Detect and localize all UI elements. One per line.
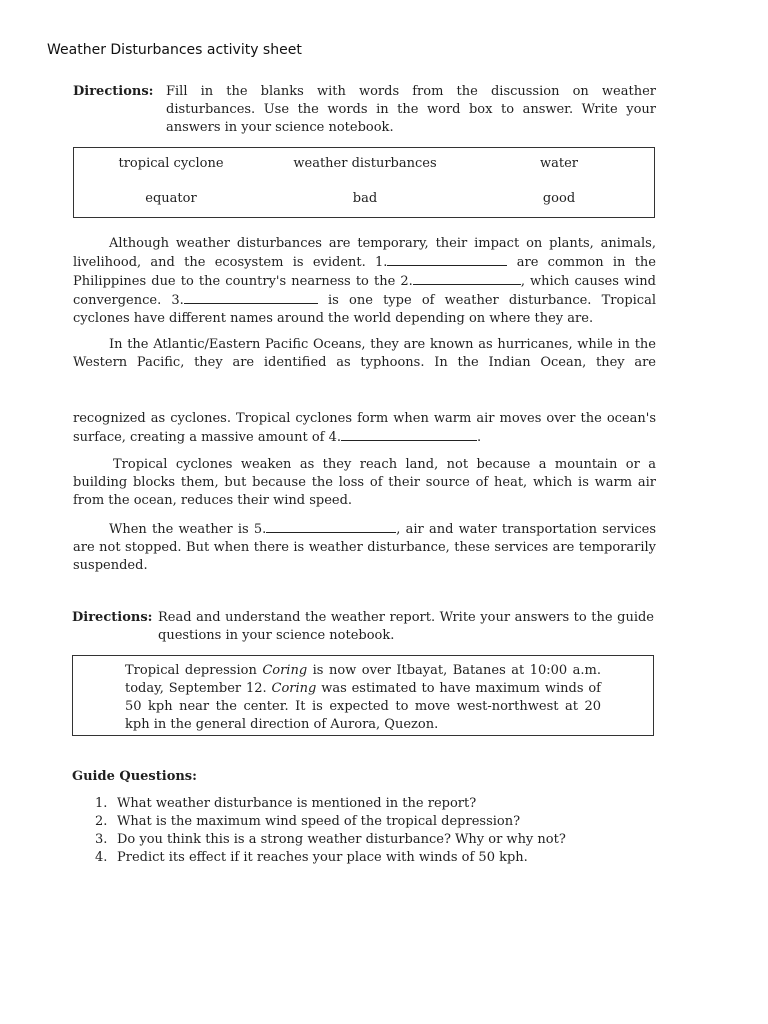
weather-report-text [125,662,601,734]
passage-text: When the weather is 5. [109,522,267,537]
report-text: Tropical depression [125,663,263,678]
passage-paragraph-4: Tropical cyclones weaken as they reach land, not because a mountain or a building blocks them, but because the loss of their source of heat, which is warm air from the ocean, reduces their wind speed. [73,457,656,508]
list-item [95,831,566,849]
question-text: What weather disturbance is mentioned in the report? [117,796,477,811]
answer-blank-4 [341,428,477,441]
document-title: Weather Disturbances activity sheet [47,42,302,58]
passage-text: , which causes wind convergence. 3. [73,274,657,308]
question-text: What is the maximum wind speed of the tropical depression? [117,814,521,829]
report-text: was estimated to have maximum winds of 50 kph near the center. It is expected to move west-northwest at 20 kph in the general direction of Aurora, Quezon. [125,681,601,732]
question-text: Predict its effect if it reaches your place with winds of 50 kph. [117,850,528,865]
storm-name: Coring [262,663,308,678]
directions-text-1: Fill in the blanks with words from the discussion on weather disturbances. Use the words in the word box to answer. Write your answers in your science notebook. [166,84,656,135]
word-box-item: water [539,156,579,171]
word-box-item: good [542,191,576,206]
passage-text: recognized as cyclones. Tropical cyclones form when warm air moves over the ocean's surface, creating a massive amount of 4. [73,411,656,445]
answer-blank-1 [387,253,507,266]
question-number: 4. [95,850,108,865]
passage-text: Although weather disturbances are temporary, their impact on plants, animals, livelihood, and the ecosystem is evident. 1. [73,236,656,270]
word-box-item: equator [145,191,197,206]
directions-label-2: Directions: [72,610,153,625]
weather-report-box [72,655,654,736]
passage-text: are common in the Philippines due to the country's nearness to the 2. [73,255,656,289]
guide-questions-list [95,795,566,867]
directions-text-2: Read and understand the weather report. Write your answers to the guide questions in your science notebook. [158,610,654,643]
passage-paragraph-2: In the Atlantic/Eastern Pacific Oceans, they are known as hurricanes, while in the Western Pacific, they are identified as typhoons. In the Indian Ocean, they are [73,337,656,370]
question-number: 3. [95,832,108,847]
report-text: is now over Itbayat, Batanes at 10:00 a.m. today, September 12. [125,663,601,696]
answer-blank-2 [413,272,521,285]
guide-questions-title: Guide Questions: [72,769,197,784]
question-number: 1. [95,796,108,811]
passage-text: is one type of weather disturbance. Tropical cyclones have different names around the world depending on where they are. [73,293,656,326]
question-number: 2. [95,814,108,829]
directions-label-1: Directions: [73,84,154,99]
word-box-item: bad [352,191,378,206]
passage-paragraph-3 [73,410,656,447]
storm-name: Coring [271,681,317,696]
list-item [95,849,566,867]
answer-blank-5 [266,520,396,533]
answer-blank-3 [184,291,318,304]
list-item [95,813,566,831]
passage-paragraph-1 [73,235,656,328]
list-item [95,795,566,813]
passage-text: , air and water transportation services are not stopped. But when there is weather disturbance, these services are temporarily suspended. [73,522,656,573]
word-box [73,147,655,218]
passage-paragraph-5 [73,520,656,575]
word-box-item: weather disturbances [293,156,437,171]
passage-text: . [477,430,482,445]
question-text: Do you think this is a strong weather disturbance? Why or why not? [117,832,566,847]
word-box-item: tropical cyclone [118,156,224,171]
